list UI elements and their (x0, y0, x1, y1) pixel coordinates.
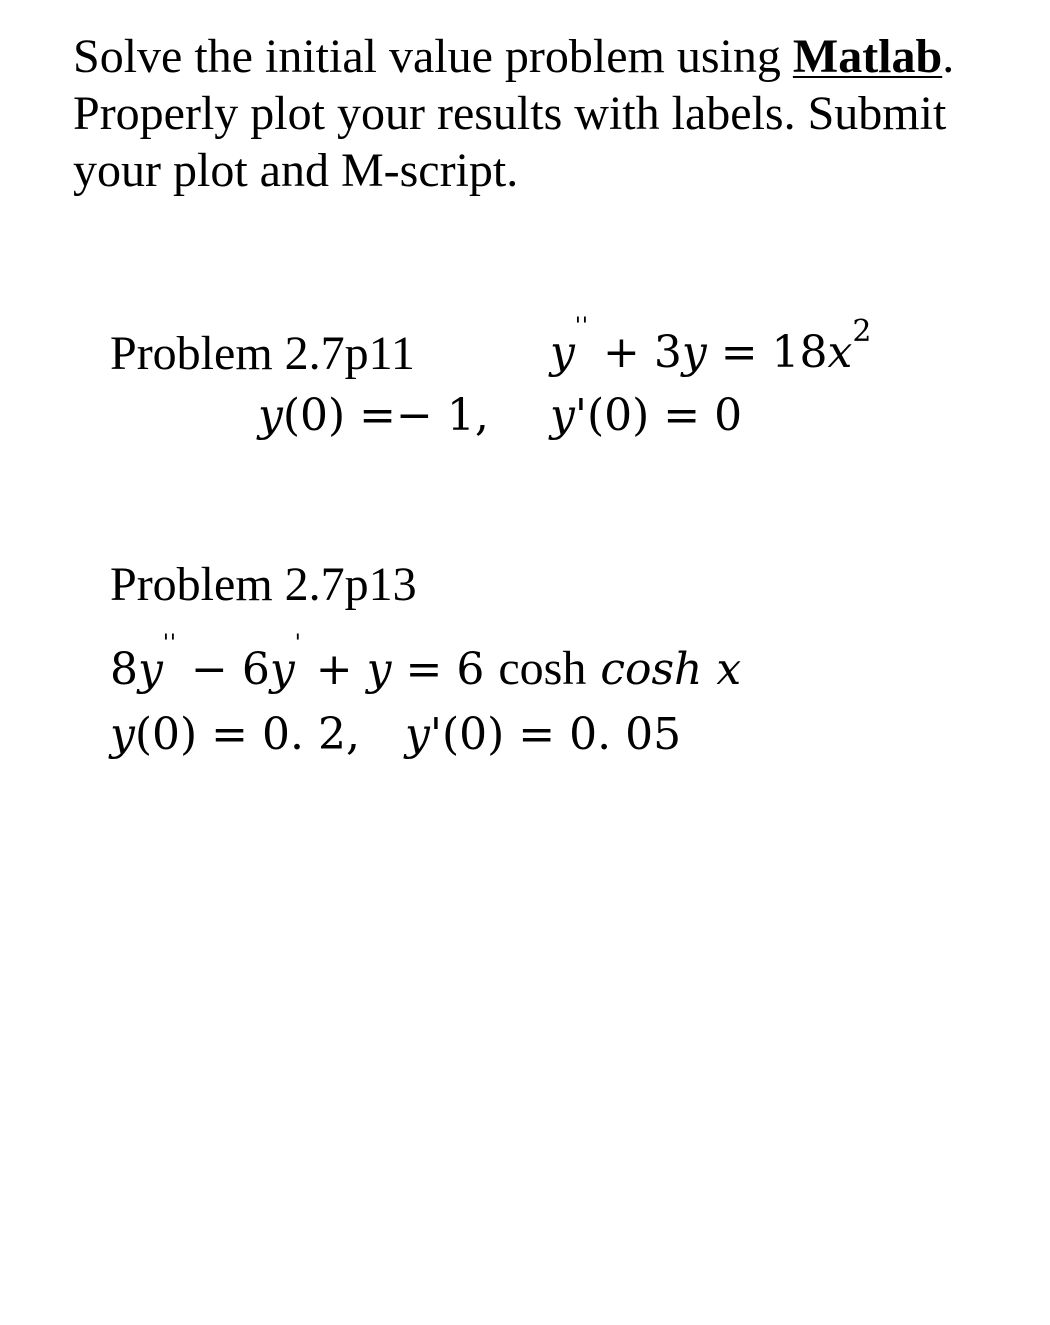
eq1-equals-18: = 18 (720, 327, 828, 378)
eq2-y: y (138, 644, 163, 695)
ic2-y: y (110, 709, 135, 760)
eq1-double-prime: '' (574, 314, 589, 339)
matlab-keyword: Matlab (792, 30, 943, 83)
ic1-yp: y (550, 390, 575, 441)
instructions-paragraph (73, 28, 1033, 199)
problem-2-7p11-initial-y (258, 390, 489, 441)
problem-2-7p11-title: Problem 2.7p11 (110, 327, 415, 380)
problem-2-7p13-title: Problem 2.7p13 (110, 558, 417, 611)
eq2-minus-6: − 6 (190, 644, 270, 695)
instructions-text-end: . Properly plot your results with labels. Submit your plot and M-script. (73, 30, 955, 197)
problem-2-7p11-initial-yprime (550, 390, 742, 441)
eq2-coef-8: 8 (110, 644, 138, 695)
ic1-y-value: (0) =− 1, (282, 390, 489, 441)
eq2-y3: y (366, 644, 392, 695)
eq2-y2: y (269, 644, 295, 695)
problem-2-7p13-initial-y (110, 709, 360, 760)
eq2-double-prime: '' (162, 631, 177, 656)
ic2-y-value: (0) = 0. 2, (134, 709, 360, 760)
eq1-exponent: 2 (852, 314, 872, 349)
ic2-yp-value: '(0) = 0. 05 (429, 709, 682, 760)
eq1-y2: y (681, 327, 707, 378)
ic1-yp-value: '(0) = 0 (574, 390, 743, 441)
eq2-cosh-italic: cosh (600, 644, 703, 695)
eq2-x: x (716, 644, 742, 695)
ic2-yp: y (405, 709, 430, 760)
eq1-plus-3: + 3 (602, 327, 682, 378)
eq2-plus: + (315, 644, 353, 695)
eq2-single-prime: ' (294, 631, 302, 656)
eq1-x: x (827, 327, 853, 378)
problem-2-7p11-equation (550, 314, 872, 378)
problem-2-7p13-initial-yprime (405, 709, 681, 760)
eq1-y: y (550, 327, 575, 378)
eq2-equals-6: = 6 (405, 644, 485, 695)
instructions-text-start: Solve the initial value problem using (73, 30, 793, 83)
ic1-y: y (258, 390, 283, 441)
eq2-cosh: cosh (498, 642, 587, 695)
problem-2-7p13-equation (110, 631, 742, 696)
